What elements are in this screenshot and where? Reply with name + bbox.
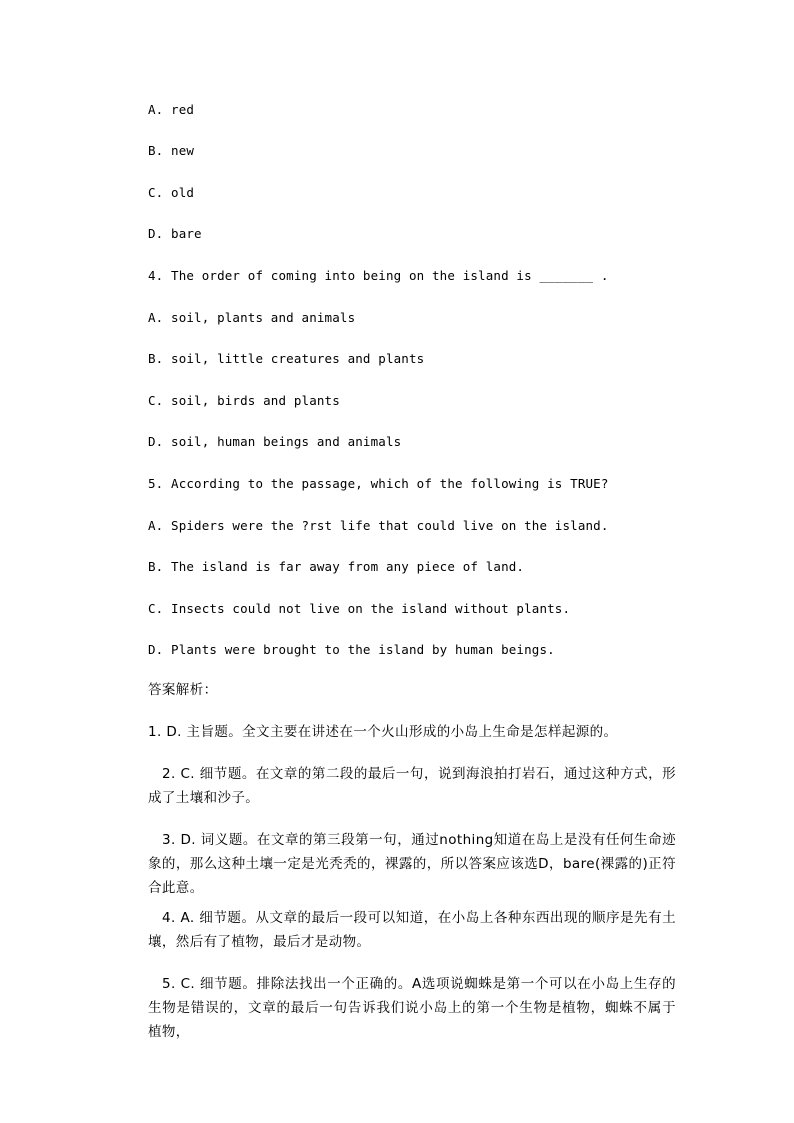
q5-option-c: C. Insects could not live on the island without plants. [148, 601, 571, 616]
q3-option-a: A. red [148, 102, 195, 117]
answer-4: 4. A. 细节题。从文章的最后一段可以知道，在小岛上各种东西出现的顺序是先有土壤，然后有了植物，最后才是动物。 [148, 910, 676, 950]
answers-heading: 答案解析： [148, 682, 218, 698]
answer-5: 5. C. 细节题。排除法找出一个正确的。A选项说蜘蛛是第一个可以在小岛上生存的生物是错误的，文章的最后一句告诉我们说小岛上的第一个生物是植物，蜘蛛不属于植物， [148, 976, 676, 1040]
q4-option-b: B. soil, little creatures and plants [148, 351, 425, 366]
answer-3: 3. D. 词义题。在文章的第三段第一句，通过nothing知道在岛上是没有任何生命迹象的，那么这种土壤一定是光秃秃的，裸露的，所以答案应该选D，bare(裸露的)正符合此意。 [148, 832, 676, 896]
q3-option-c: C. old [148, 185, 195, 200]
q4-option-d: D. soil, human beings and animals [148, 434, 402, 449]
q3-option-b: B. new [148, 143, 195, 158]
answer-1: 1. D. 主旨题。全文主要在讲述在一个火山形成的小岛上生命是怎样起源的。 [148, 724, 618, 740]
q5-question: 5. According to the passage, which of the following is TRUE? [148, 476, 609, 491]
q3-option-d: D. bare [148, 226, 202, 241]
q4-option-a: A. soil, plants and animals [148, 310, 356, 325]
q5-option-d: D. Plants were brought to the island by human beings. [148, 642, 555, 657]
q5-option-b: B. The island is far away from any piece of land. [148, 559, 525, 574]
q5-option-a: A. Spiders were the ?rst life that could live on the island. [148, 518, 609, 533]
q4-option-c: C. soil, birds and plants [148, 393, 340, 408]
q4-question: 4. The order of coming into being on the island is _______ . [148, 268, 609, 283]
answer-2: 2. C. 细节题。在文章的第二段的最后一句，说到海浪拍打岩石，通过这种方式，形成了土壤和沙子。 [148, 766, 676, 806]
